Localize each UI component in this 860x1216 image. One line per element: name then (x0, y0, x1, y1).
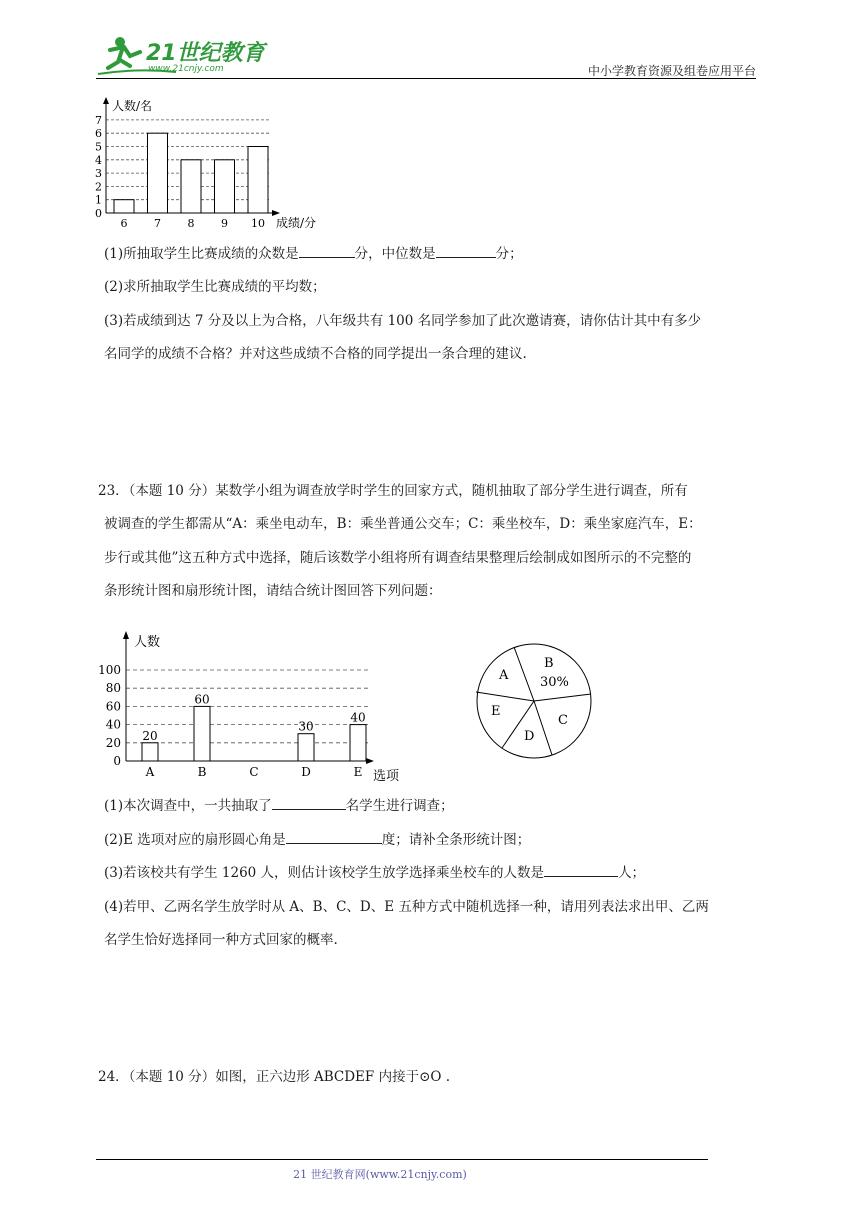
pie-percent-b: 30% (540, 675, 569, 690)
header-divider (96, 78, 756, 79)
total-students-blank[interactable] (272, 795, 346, 810)
y-tick-label: 5 (95, 140, 102, 154)
q23-part4-line1: (4)若甲、乙两名学生放学时从 A、B、C、D、E 五种方式中随机选择一种，请用列表法求出甲、乙两 (104, 899, 709, 915)
bar (194, 706, 210, 761)
y-axis-arrow-icon (123, 631, 129, 639)
pie-label-c: C (558, 713, 568, 728)
q23-part2 (104, 828, 530, 848)
footer-text: 21 世纪教育网(www.21cnjy.com) (293, 1168, 467, 1181)
q22-part3-line1: (3)若成绩到达 7 分及以上为合格，八年级共有 100 名同学参加了此次邀请赛，请你估计其中有多少 (104, 313, 702, 329)
data-label: 20 (142, 728, 158, 743)
x-axis-arrow-icon (366, 758, 374, 764)
y-tick-label: 80 (105, 681, 121, 696)
y-tick-label: 7 (95, 113, 102, 127)
q24-stem: 24．（本题 10 分）如图，正六边形 ABCDEF 内接于⊙O . (98, 1069, 451, 1085)
y-tick-label: 0 (113, 754, 121, 768)
bar (350, 725, 366, 761)
pie-label-a: A (499, 668, 509, 683)
median-answer-blank[interactable] (436, 243, 496, 258)
bar (215, 160, 235, 213)
y-axis-arrow-icon (103, 97, 109, 104)
x-tick-label: 6 (120, 217, 128, 230)
q23-stem-line2: 被调查的学生都需从“A：乘坐电动车，B：乘坐普通公交车；C：乘坐校车，D：乘坐家庭汽车，E： (104, 516, 702, 532)
logo-text: 21世纪教育 (146, 41, 265, 66)
x-tick-label: B (197, 765, 207, 779)
pie-label-e: E (491, 704, 501, 719)
q22-p1-text-b: 分，中位数是 (354, 246, 436, 262)
y-tick-label: 2 (95, 180, 102, 194)
x-tick-label: 7 (154, 217, 161, 230)
x-axis-label: 选项 (373, 769, 400, 784)
q23-p3-text-a: (3)若该校共有学生 1260 人，则估计该校学生放学选择乘坐校车的人数是 (104, 865, 545, 881)
x-tick-label: A (145, 765, 155, 779)
q23-part3 (104, 861, 645, 881)
y-tick-label: 1 (95, 193, 102, 207)
bar (298, 734, 314, 761)
x-tick-label: C (249, 765, 259, 779)
bar (142, 743, 158, 761)
bus-estimate-blank[interactable] (544, 862, 618, 877)
x-axis-label: 成绩/分 (276, 216, 317, 230)
q22-p1-text-a: (1)所抽取学生比赛成绩的众数是 (104, 246, 299, 262)
y-tick-label: 4 (95, 153, 102, 167)
y-tick-label: 60 (105, 699, 121, 714)
footer-divider (96, 1159, 708, 1160)
site-logo (96, 32, 265, 78)
q22-part1 (104, 242, 523, 262)
q22-p1-text-c: 分； (495, 246, 523, 262)
y-axis-label: 人数/名 (112, 99, 153, 113)
y-tick-label: 100 (98, 663, 121, 677)
q23-p1-text-b: 名学生进行调查； (345, 798, 454, 814)
y-tick-label: 0 (95, 207, 102, 220)
bar (248, 147, 268, 214)
q23-stem-line1: 23．（本题 10 分）某数学小组为调查放学时学生的回家方式，随机抽取了部分学生进行调查，所有 (98, 483, 688, 499)
q23-p2-text-a: (2)E 选项对应的扇形圆心角是 (104, 832, 286, 848)
data-label: 40 (350, 710, 366, 725)
bar (148, 133, 168, 213)
x-tick-label: 9 (221, 217, 228, 230)
y-tick-label: 3 (95, 167, 102, 181)
pie-label-d: D (524, 729, 535, 744)
y-tick-label: 6 (95, 127, 102, 141)
bar (114, 200, 134, 213)
transport-bar-chart (92, 625, 412, 787)
header-platform-text: 中小学教育资源及组卷应用平台 (587, 64, 756, 78)
angle-answer-blank[interactable] (286, 829, 382, 844)
q23-p1-text-a: (1)本次调查中，一共抽取了 (104, 798, 272, 814)
q22-part3-line2: 名同学的成绩不合格？并对这些成绩不合格的同学提出一条合理的建议. (104, 346, 527, 362)
bar (181, 160, 201, 213)
q23-part4-line2: 名学生恰好选择同一种方式回家的概率. (104, 932, 338, 948)
x-tick-label: 8 (187, 217, 195, 230)
pie-label-b: B (544, 656, 554, 671)
data-label: 30 (298, 719, 314, 734)
q23-p3-text-b: 人； (618, 865, 646, 881)
q23-part1 (104, 794, 454, 814)
mode-answer-blank[interactable] (299, 243, 355, 258)
q23-stem-line3: 步行或其他”这五种方式中选择，随后该数学小组将所有调查结果整理后绘制成如图所示的不完整的 (104, 550, 692, 566)
y-axis-label: 人数 (134, 635, 161, 650)
q22-part2: (2)求所抽取学生比赛成绩的平均数； (104, 279, 326, 295)
y-tick-label: 20 (105, 735, 121, 750)
logo-url: www.21cnjy.com (148, 64, 224, 74)
data-label: 60 (194, 692, 210, 707)
transport-pie-chart (470, 640, 600, 764)
score-bar-chart (90, 95, 330, 233)
q23-p2-text-b: 度；请补全条形统计图； (381, 832, 531, 848)
y-tick-label: 40 (105, 717, 121, 732)
x-tick-label: 10 (251, 217, 265, 230)
x-tick-label: D (301, 765, 311, 779)
x-tick-label: E (353, 765, 363, 779)
q23-stem-line4: 条形统计图和扇形统计图，请结合统计图回答下列问题： (104, 583, 442, 599)
